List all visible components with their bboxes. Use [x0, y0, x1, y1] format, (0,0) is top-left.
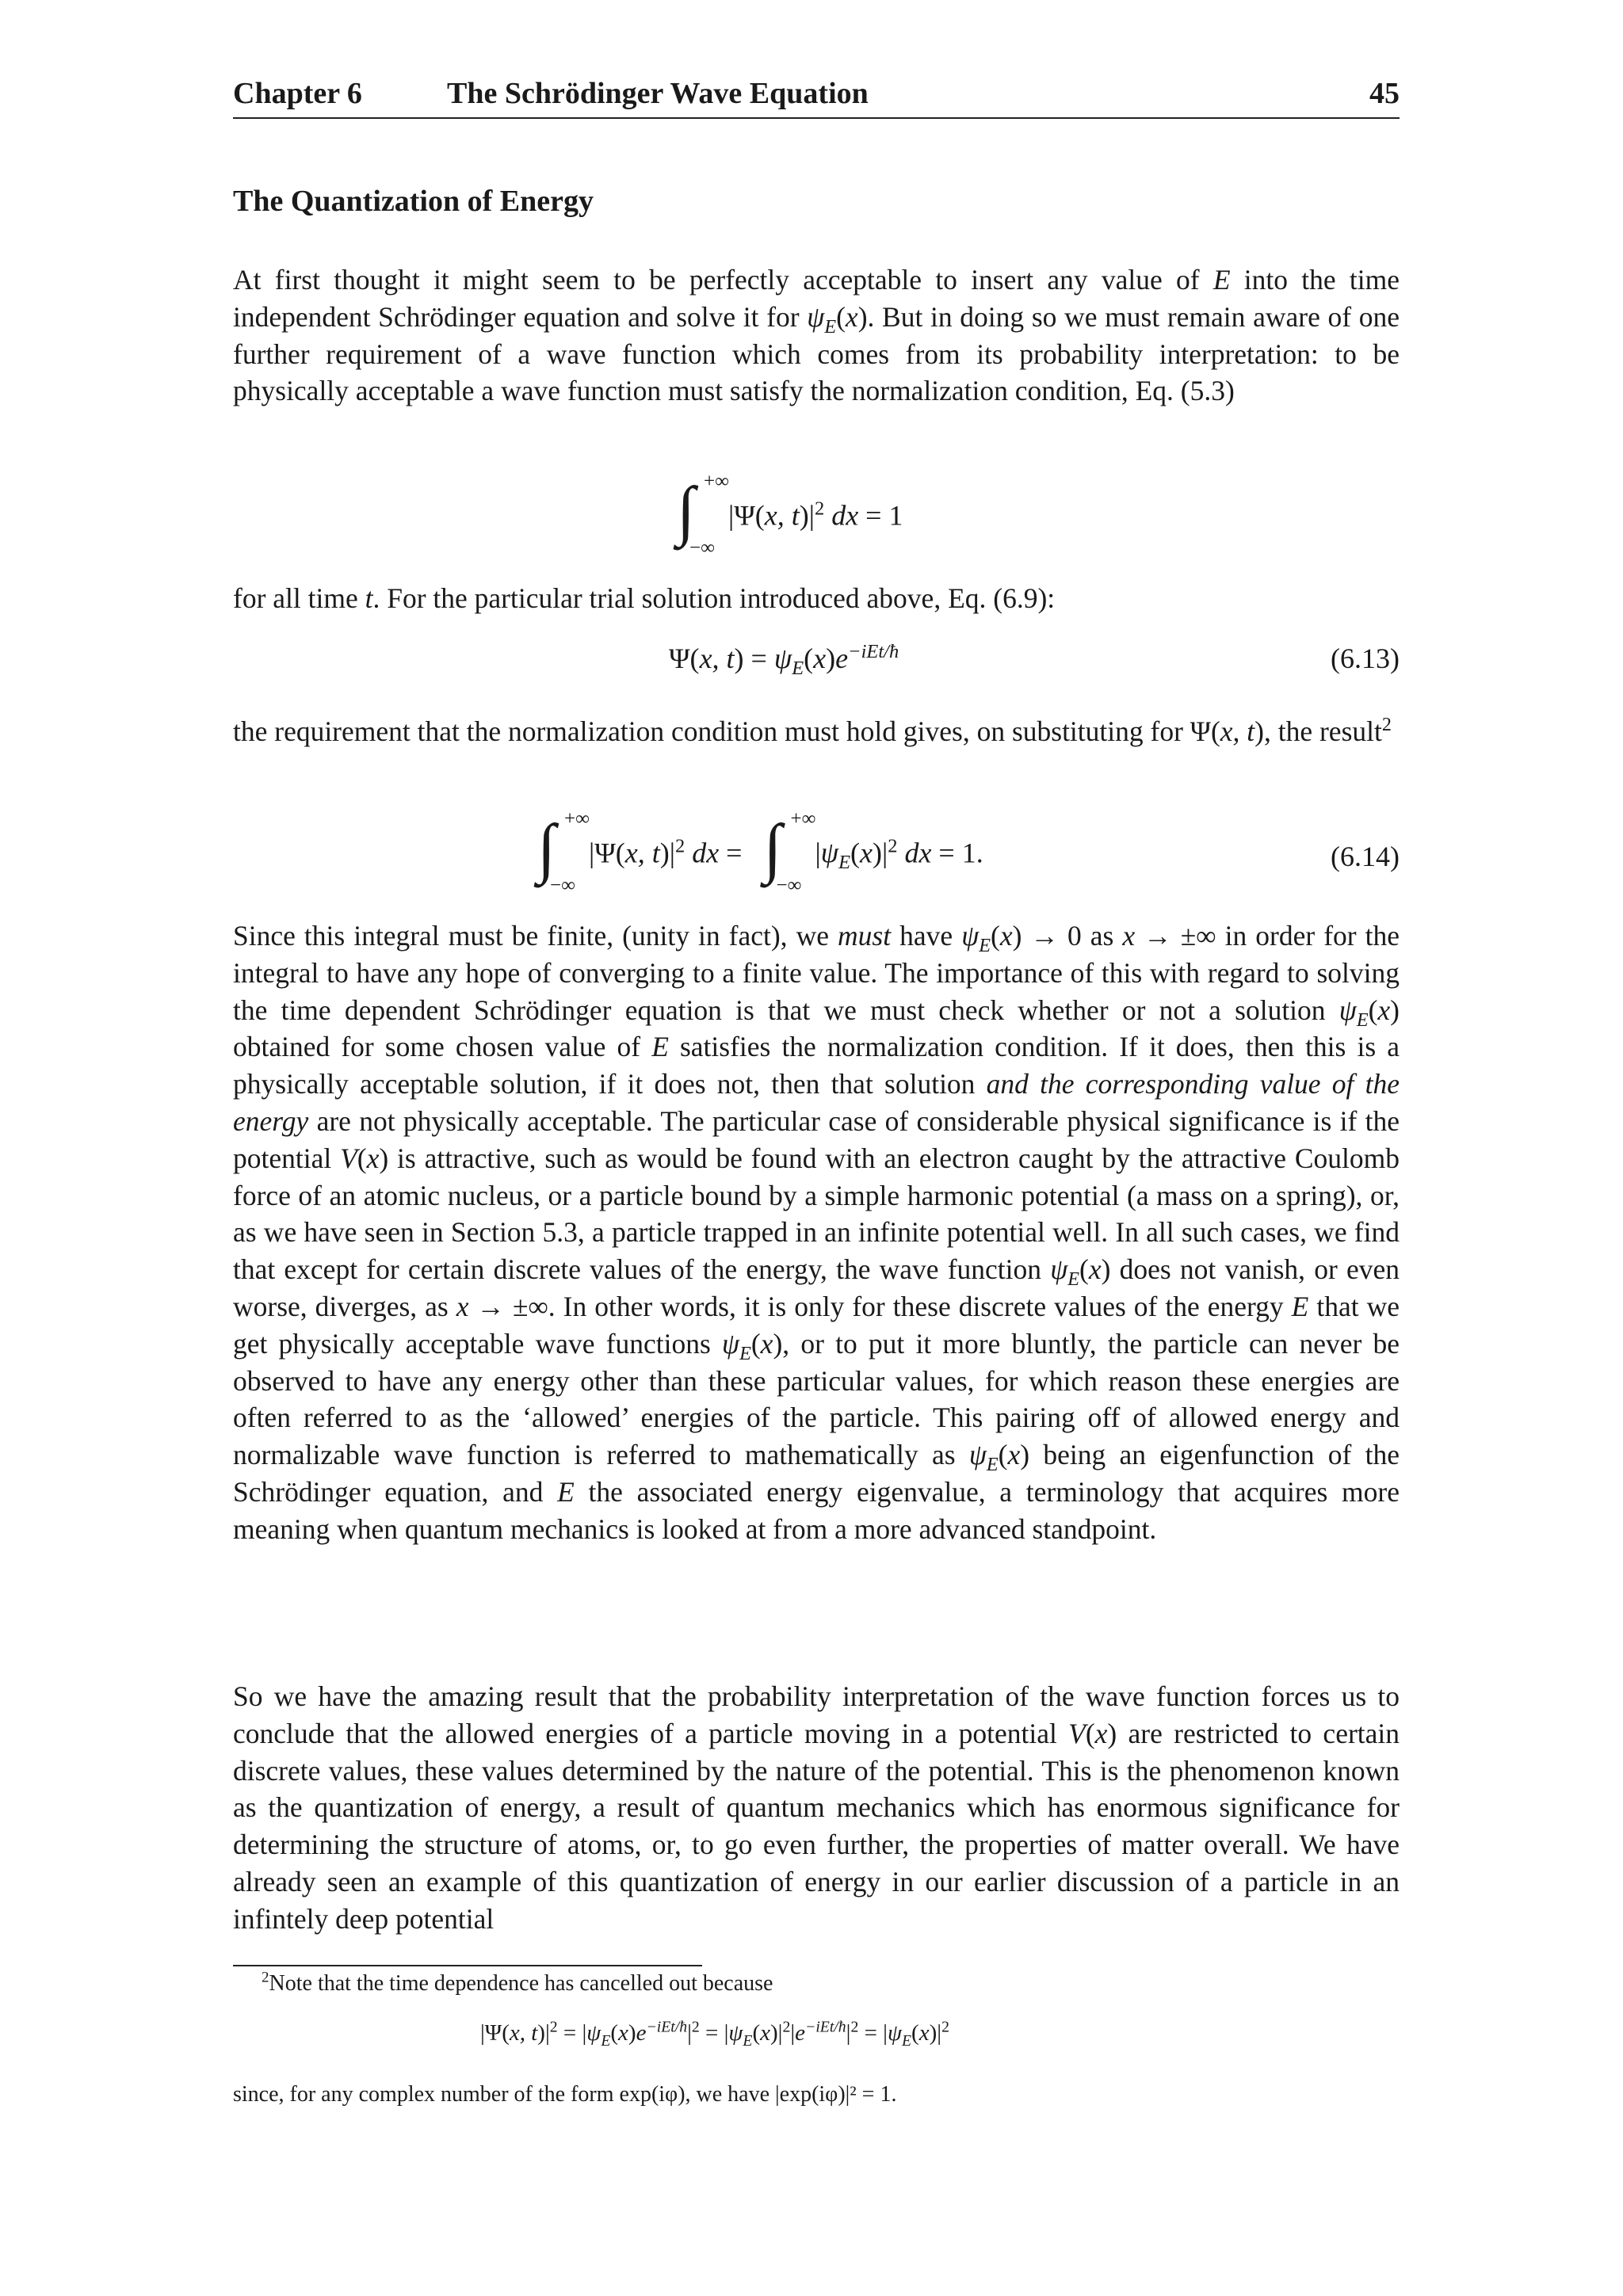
equation-number: (6.14) [1331, 841, 1400, 872]
equation-6-13: Ψ(x, $t) = \psi_E(x)e^{-iEt/ħ}$ (6.13) [669, 641, 1400, 680]
integral-sign: ∫ +∞ −∞ [677, 471, 729, 559]
section-heading: The Quantization of Energy [233, 185, 594, 218]
paragraph-5: So we have the amazing result that the probability interpretation of the wave function forces us to conclude that the allowed energies of a particle moving in a potential V(x) are restricted to certain discrete values, these values determined by the nature of the potential. This is the phenomenon known as the quantization of energy, a result of quantum mechanics which has enormous significance for determining the structure of atoms, or, to go even further, the properties of matter overall. We have already seen an example of this quantization of energy in our earlier discussion of a particle in an infintely deep potential [233, 1680, 1400, 1935]
chapter-title: The Schrödinger Wave Equation [447, 77, 869, 110]
footnote-text-before: Note that the time dependence has cancelled out because [269, 1971, 773, 1996]
footnote-first-line: $^2$Note that the time dependence has cancelled out because [262, 1969, 773, 1996]
paragraph-4: Since this integral must be finite, (unity in fact), we must have $\psi_E(x) \to 0$ as x → ±∞ in order for the integral to have any hope of converging to a finite value. The importance of this with regard to solving the time dependent Schrödinger equation is that we must check whether or not a solution $\psi_E(x)$ obtained for some chosen value of E satisfies the normalization condition. If it does, then this is a physically acceptable solution, if it does not, then that solution and the corresponding value of the energy are not physically acceptable. The particular case of considerable physical significance is if the potential V(x) is attractive, such as would be found with an electron caught by the attractive Coulomb force of an atomic nucleus, or a particle bound by a simple harmonic potential (a mass on a spring), or, as we have seen in Section 5.3, a particle trapped in an infinite potential well. In all such cases, we find that except for certain discrete values of the energy, the wave function $\psi_E(x)$ does not vanish, or even worse, diverges, as x → ±∞. In other words, it is only for these discrete values of the energy E that we get physically acceptable wave functions $\psi_E(x)$, or to put it more bluntly, the particle can never be observed to have any energy other than these particular values, for which reason these energies are often referred to as the ‘allowed’ energies of the particle. This pairing off of allowed energy and normalizable wave function is referred to mathematically as $\psi_E(x)$ being an eigenfunction of the Schrödinger equation, and E the associated energy eigenvalue, a terminology that acquires more meaning when quantum mechanics is looked at from a more advanced standpoint. [233, 920, 1400, 1545]
paragraph-2: for all time t. For the particular trial solution introduced above, Eq. (6.9): [233, 582, 1056, 614]
footnote-equation: |Ψ(x, $t)|^2 = |\psi_E(x)e^{-iEt/ħ}|^2 = |\psi_E(x)|^2|e^{-iEt/ħ}|^2 = |\psi_E(x)|^2$ [480, 2018, 949, 2050]
integral-sign: ∫ +∞ −∞ [537, 808, 590, 896]
integral-sign: ∫ +∞ −∞ [763, 808, 816, 896]
equation-6-14: ∫ +∞ −∞ |Ψ(x, $t)|^2$ dx = ∫ +∞ −∞ $|\psi_E(x)|^2$ dx = 1. (6.14) [233, 824, 1400, 903]
chapter-label: Chapter 6 [233, 77, 362, 110]
normalization-equation: ∫ +∞ −∞ |Ψ(x, $t)|^2$ dx = 1 [233, 491, 1400, 563]
footnote-rule [233, 1965, 702, 1966]
paragraph-1: At first thought it might seem to be perfectly acceptable to insert any value of E into the time independent Schrödinger equation and solve it for $\psi_E(x)$. But in doing so we must remain aware of one further requirement of a wave function which comes from its probability interpretation: to be physically acceptable a wave function must satisfy the normalization condition, Eq. (5.3) [233, 264, 1400, 407]
running-head [233, 73, 1400, 119]
page-number: 45 [1369, 77, 1400, 110]
paragraph-3: the requirement that the normalization condition must hold gives, on substituting for Ψ(x, t), the result$^2$ [233, 714, 1392, 747]
footnote-text-after: since, for any complex number of the form exp(iφ), we have |exp(iφ)|² = 1. [233, 2082, 897, 2107]
equation-number: (6.13) [1331, 643, 1400, 674]
